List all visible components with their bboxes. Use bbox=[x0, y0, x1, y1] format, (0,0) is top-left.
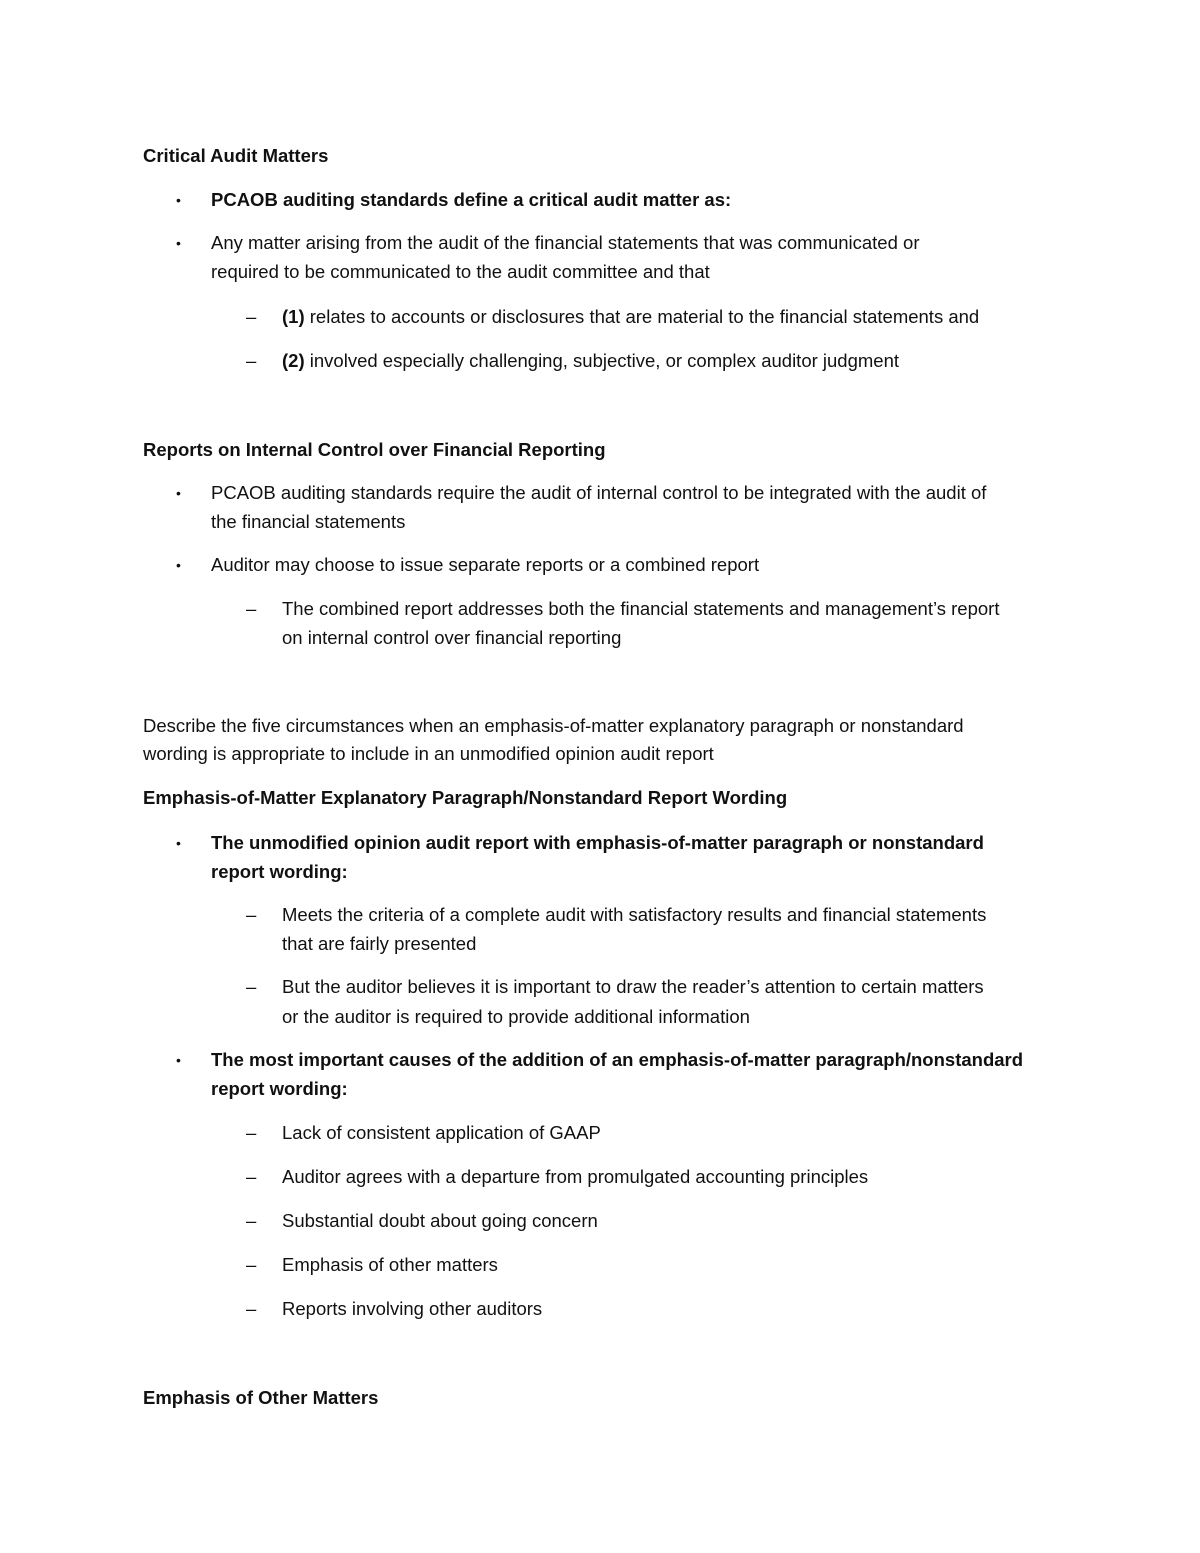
bullet-marker: • bbox=[176, 485, 181, 501]
cause-item: Reports involving other auditors bbox=[282, 1298, 543, 1319]
dash-marker: – bbox=[246, 1122, 257, 1143]
sub-item-number: (2) bbox=[282, 350, 305, 371]
sub-item-text: relates to accounts or disclosures that are material to the financial statements and bbox=[304, 306, 980, 327]
bullet-text: required to be communicated to the audit committee and that bbox=[211, 261, 710, 282]
bullet-text: PCAOB auditing standards require the audit of internal control to be integrated with the audit of bbox=[211, 482, 987, 503]
sub-item-text: But the auditor believes it is important to draw the reader’s attention to certain matters bbox=[282, 976, 984, 997]
cause-item: Auditor agrees with a departure from promulgated accounting principles bbox=[282, 1166, 869, 1187]
bullet-text: Any matter arising from the audit of the financial statements that was communicated or bbox=[211, 232, 920, 253]
bullet-text: The unmodified opinion audit report with emphasis-of-matter paragraph or nonstandard bbox=[211, 832, 984, 853]
cause-item: Emphasis of other matters bbox=[282, 1254, 498, 1275]
bullet-text: the financial statements bbox=[211, 511, 406, 532]
bullet-text: PCAOB auditing standards define a critical audit matter as: bbox=[211, 189, 732, 210]
sub-item-text: on internal control over financial reporting bbox=[282, 627, 622, 648]
section-heading: Critical Audit Matters bbox=[143, 145, 329, 166]
dash-marker: – bbox=[246, 306, 257, 327]
dash-marker: – bbox=[246, 904, 257, 925]
bullet-marker: • bbox=[176, 1052, 181, 1068]
bullet-text: report wording: bbox=[211, 861, 348, 882]
bullet-marker: • bbox=[176, 192, 181, 208]
bullet-marker: • bbox=[176, 835, 181, 851]
bullet-marker: • bbox=[176, 235, 181, 251]
cause-item: Lack of consistent application of GAAP bbox=[282, 1122, 601, 1143]
sub-item-number: (1) bbox=[282, 306, 305, 327]
section-heading: Emphasis of Other Matters bbox=[143, 1387, 379, 1408]
section-heading: Reports on Internal Control over Financial Reporting bbox=[143, 439, 606, 460]
sub-item-text: involved especially challenging, subjective, or complex auditor judgment bbox=[304, 350, 900, 371]
question-text: Describe the five circumstances when an emphasis-of-matter explanatory paragraph or nonstandard bbox=[143, 715, 964, 736]
sub-item bbox=[282, 349, 899, 373]
dash-marker: – bbox=[246, 350, 257, 371]
bullet-marker: • bbox=[176, 557, 181, 573]
dash-marker: – bbox=[246, 598, 257, 619]
sub-item-text: or the auditor is required to provide additional information bbox=[282, 1006, 750, 1027]
sub-item-text: that are fairly presented bbox=[282, 933, 477, 954]
dash-marker: – bbox=[246, 1166, 257, 1187]
dash-marker: – bbox=[246, 1298, 257, 1319]
bullet-text: The most important causes of the addition of an emphasis-of-matter paragraph/nonstandard bbox=[211, 1049, 1024, 1070]
dash-marker: – bbox=[246, 976, 257, 997]
question-text: wording is appropriate to include in an unmodified opinion audit report bbox=[143, 743, 714, 764]
section-heading: Emphasis-of-Matter Explanatory Paragraph/Nonstandard Report Wording bbox=[143, 787, 788, 808]
sub-item-text: Meets the criteria of a complete audit with satisfactory results and financial statements bbox=[282, 904, 987, 925]
sub-item bbox=[282, 305, 979, 329]
bullet-text: Auditor may choose to issue separate reports or a combined report bbox=[211, 554, 760, 575]
sub-item-text: The combined report addresses both the financial statements and management’s report bbox=[282, 598, 1000, 619]
dash-marker: – bbox=[246, 1254, 257, 1275]
dash-marker: – bbox=[246, 1210, 257, 1231]
bullet-text: report wording: bbox=[211, 1078, 348, 1099]
cause-item: Substantial doubt about going concern bbox=[282, 1210, 598, 1231]
